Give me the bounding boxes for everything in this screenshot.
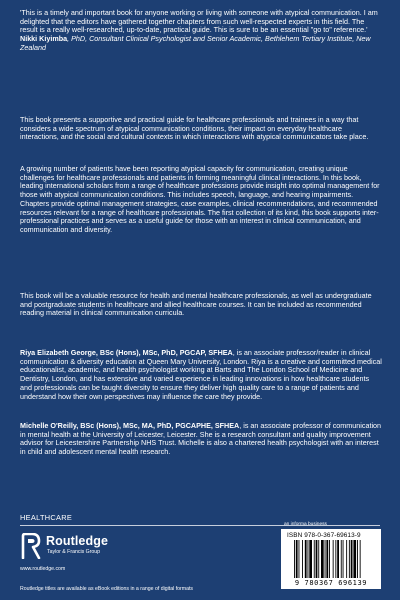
barcode-digits: 9 780367 696139 (294, 579, 368, 587)
description-paragraph-2: A growing number of patients have been reporting atypical capacity for communication, creating unique challenges for healthcare professionals and patients in forming meaningful clinical interactions. In this book, leading international scholars from a range of healthcare professions provide insight into optimal management for those with atypical communication conditions. This includes speech, language, and hearing impairments. Chapters provide optimal management strategies, case examples, clinical recommendations, and recommended resources relevant for a range of healthcare professionals. The first collection of its kind, this book supports inter-professional practices and serves as a useful guide for those with an interest in clinical communication, and communication and diversity. (20, 164, 380, 234)
ebook-note: Routledge titles are available as eBook editions in a range of digital formats (20, 586, 194, 592)
quote-author-title: , PhD, Consultant Clinical Psychologist and Senior Academic, Bethlehem Tertiary Institute, New Zealand (20, 34, 371, 52)
routledge-r-icon (20, 533, 42, 559)
publisher-website: www.routledge.com (20, 566, 66, 572)
publisher-group: Taylor & Francis Group (47, 549, 101, 555)
publisher-name: Routledge (46, 534, 109, 548)
barcode-panel (281, 529, 381, 589)
author-bio-text-1: , is an associate professor/reader in clinical communication & diversity education at Queen Mary University, London. Riya is a creative and committed medical educationalist, academic, and health psychologist working at Barts and The London School of Medicine and Dentistry, London, and has extensive and varied experience in leading innovations in how healthcare students and professionals can be taught diversity to ensure they deliver high quality care to a range of patients and understand how their own perspectives may influence the care they provide. (20, 348, 382, 401)
quote-text: 'This is a timely and important book for anyone working or living with someone with atypical communication. I am delighted that the editors have gathered together chapters from such well-respected experts in this field. The result is a really well-researched, up-to-date, practical guide. This is sure to be an essential "go to" reference.' (20, 8, 378, 35)
subject-category: HEALTHCARE (20, 513, 73, 522)
publisher-logo (20, 531, 150, 563)
author-bio-text-2: , is an associate professor of communication in mental health at the University of Leicester, Leicester. She is a research consultant and quality improvement advisor for Leicestershire Partnership NHS Trust. Michelle is also a chartered health psychologist with an interest in child and adolescent mental health research. (20, 421, 382, 457)
barcode-image (294, 540, 374, 578)
author-bio-2 (20, 422, 382, 457)
quote-attribution (20, 35, 382, 52)
endorsement-quote (20, 9, 382, 53)
informa-label: an informa business (284, 522, 327, 527)
author-name-2: Michelle O'Reilly, BSc (Hons), MSc, MA, PhD, PGCAPHE, SFHEA (20, 421, 240, 430)
author-bio-1 (20, 349, 382, 401)
description-paragraph-3: This book will be a valuable resource for health and mental healthcare professionals, as well as undergraduate and postgraduate students in healthcare and allied healthcare courses. It can be included as recommended reading material in clinical communication curricula. (20, 291, 372, 318)
author-name-1: Riya Elizabeth George, BSc (Hons), MSc, PhD, PGCAP, SFHEA (20, 348, 233, 357)
quote-author-name: Nikki Kiyimba (20, 34, 68, 44)
description-paragraph-1: This book presents a supportive and practical guide for healthcare professionals and trainees in a way that considers a wide spectrum of atypical communication conditions, their impact on everyday healthcare interactions, and the social and cultural contexts in which interactions with atypical communicators take place. (20, 115, 369, 142)
isbn-number: ISBN 978-0-367-69613-9 (287, 532, 361, 539)
